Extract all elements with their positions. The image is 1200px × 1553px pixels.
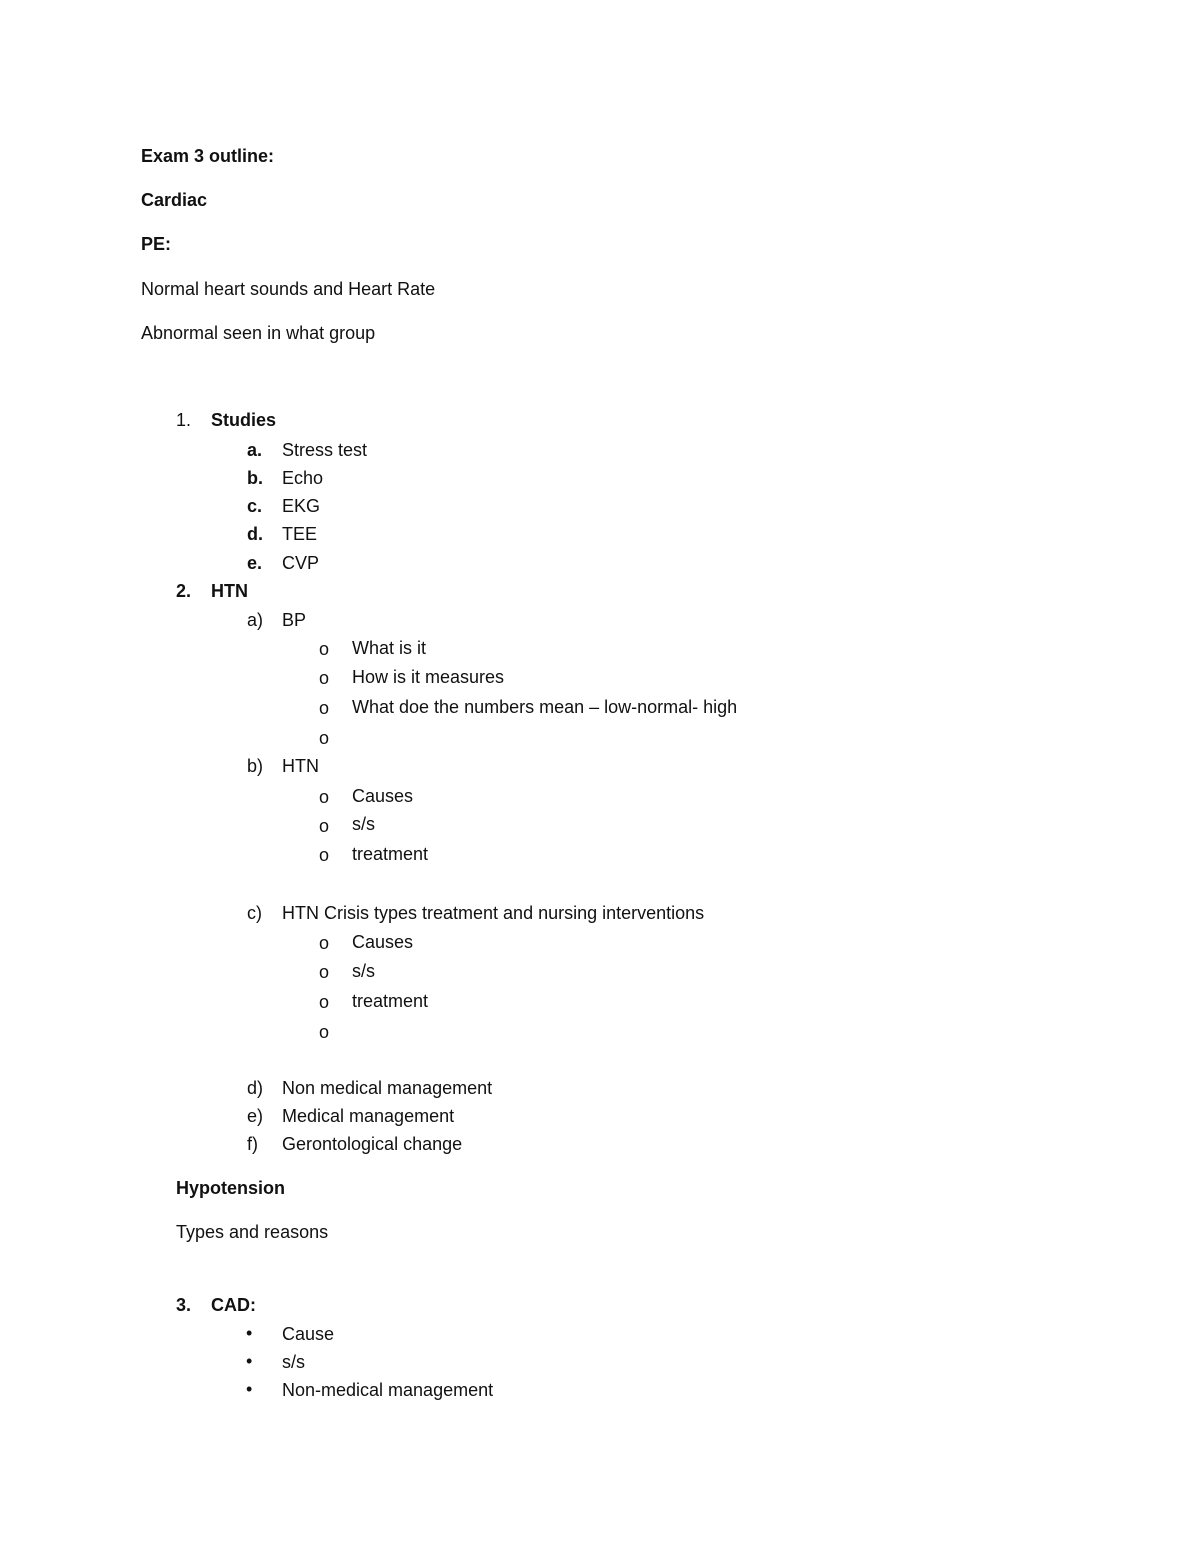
sublist-marker: a)	[247, 610, 264, 630]
bullet-item: Causes	[352, 786, 414, 806]
section-heading: Cardiac	[141, 190, 208, 210]
list-item-heading: CAD:	[211, 1295, 256, 1315]
bullet-icon: o	[319, 698, 330, 718]
bullet-icon: o	[319, 933, 330, 953]
sublist-item: Non medical management	[282, 1078, 493, 1098]
bullet-item: Cause	[282, 1324, 335, 1344]
bullet-icon: o	[319, 728, 330, 748]
bullet-icon: o	[319, 787, 330, 807]
list-marker: 1.	[176, 410, 192, 430]
sublist-item: HTN Crisis types treatment and nursing interventions	[282, 903, 705, 923]
hypotension-heading: Hypotension	[176, 1178, 286, 1198]
bullet-icon: o	[319, 816, 330, 836]
list-marker: 2.	[176, 581, 192, 601]
bullet-dot-icon: •	[246, 1379, 253, 1399]
sublist-item: EKG	[282, 496, 321, 516]
sublist-item: TEE	[282, 524, 318, 544]
bullet-item: s/s	[352, 814, 376, 834]
sublist-item: BP	[282, 610, 307, 630]
bullet-icon: o	[319, 668, 330, 688]
sublist-item: Medical management	[282, 1106, 455, 1126]
bullet-item: Non-medical management	[282, 1380, 494, 1400]
sublist-marker: a.	[247, 440, 263, 460]
sublist-marker: c)	[247, 903, 262, 923]
bullet-dot-icon: •	[246, 1351, 253, 1371]
bullet-icon: o	[319, 962, 330, 982]
sublist-item: Stress test	[282, 440, 368, 460]
list-item-heading: Studies	[211, 410, 277, 430]
bullet-item: treatment	[352, 844, 429, 864]
list-item-heading: HTN	[211, 581, 248, 601]
pe-heading: PE:	[141, 234, 172, 254]
pe-line: Abnormal seen in what group	[141, 323, 376, 343]
sublist-item: Echo	[282, 468, 324, 488]
bullet-item: What is it	[352, 638, 427, 658]
bullet-icon: o	[319, 845, 330, 865]
bullet-dot-icon: •	[246, 1323, 253, 1343]
bullet-item: s/s	[282, 1352, 306, 1372]
sublist-marker: d.	[247, 524, 263, 544]
bullet-icon: o	[319, 1022, 330, 1042]
sublist-marker: b)	[247, 756, 264, 776]
sublist-marker: d)	[247, 1078, 264, 1098]
hypotension-text: Types and reasons	[176, 1222, 329, 1242]
sublist-item: CVP	[282, 553, 320, 573]
sublist-marker: e)	[247, 1106, 264, 1126]
bullet-item: treatment	[352, 991, 429, 1011]
bullet-icon: o	[319, 639, 330, 659]
pe-line: Normal heart sounds and Heart Rate	[141, 279, 436, 299]
list-marker: 3.	[176, 1295, 192, 1315]
sublist-item: HTN	[282, 756, 319, 776]
sublist-marker: c.	[247, 496, 263, 516]
sublist-item: Gerontological change	[282, 1134, 463, 1154]
document-title: Exam 3 outline:	[141, 146, 275, 166]
bullet-item: Causes	[352, 932, 414, 952]
bullet-item: What doe the numbers mean – low-normal- high	[352, 697, 738, 717]
bullet-item: s/s	[352, 961, 376, 981]
sublist-marker: e.	[247, 553, 263, 573]
sublist-marker: f)	[247, 1134, 258, 1154]
sublist-marker: b.	[247, 468, 263, 488]
bullet-item: How is it measures	[352, 667, 505, 687]
bullet-icon: o	[319, 992, 330, 1012]
